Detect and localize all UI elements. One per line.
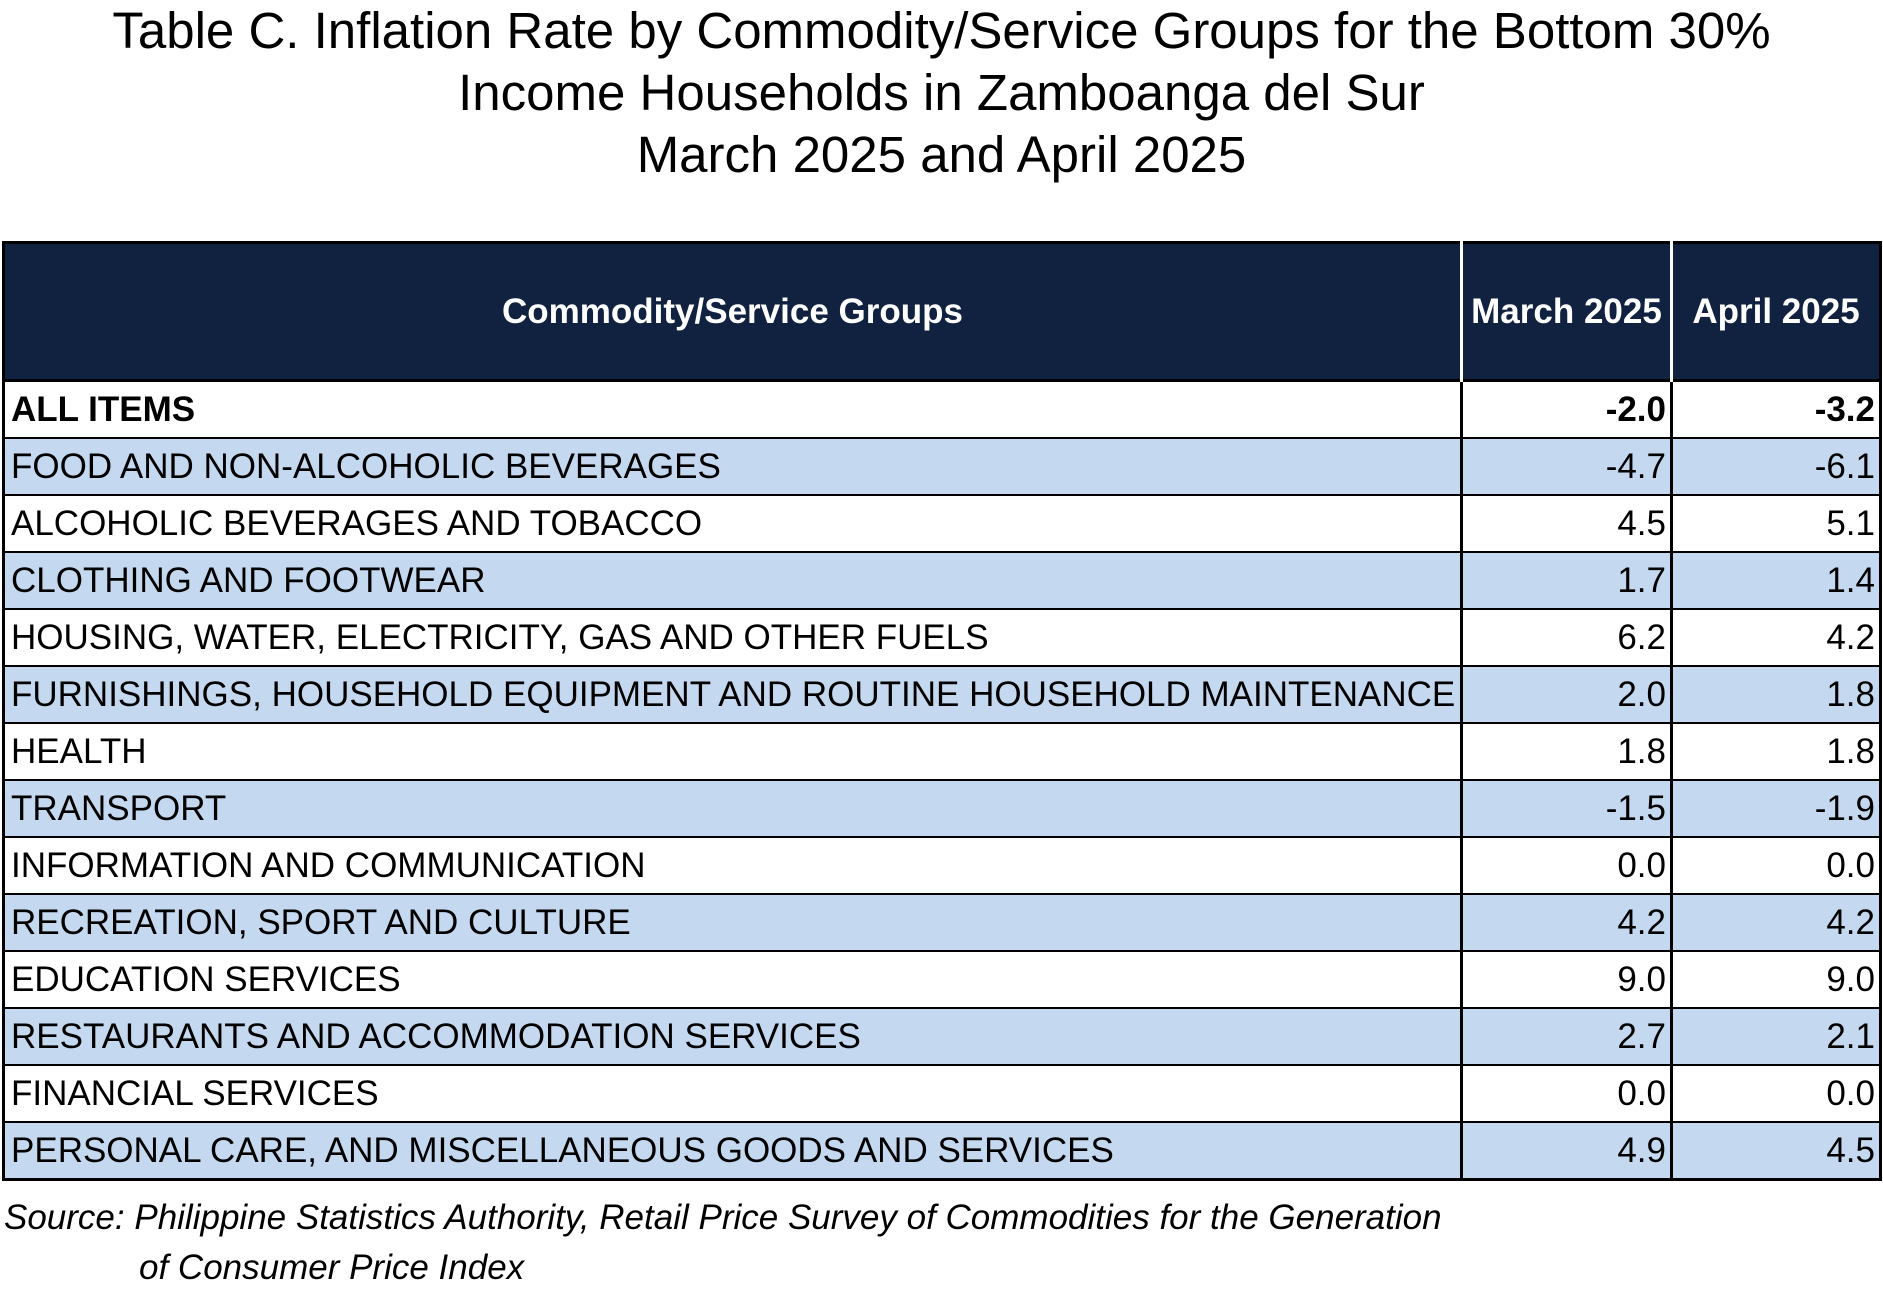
cell-april-2025: -6.1 xyxy=(1672,438,1881,495)
cell-march-2025: 1.8 xyxy=(1462,723,1672,780)
cell-march-2025: -2.0 xyxy=(1462,381,1672,439)
cell-april-2025: 1.4 xyxy=(1672,552,1881,609)
table-row xyxy=(4,723,1881,780)
cell-group: ALL ITEMS xyxy=(4,381,1462,439)
table-row xyxy=(4,666,1881,723)
inflation-table xyxy=(2,241,1882,1181)
title-line-2: Income Households in Zamboanga del Sur xyxy=(458,64,1425,121)
cell-group: ALCOHOLIC BEVERAGES AND TOBACCO xyxy=(4,495,1462,552)
cell-group: TRANSPORT xyxy=(4,780,1462,837)
title-line-1: Table C. Inflation Rate by Commodity/Service Groups for the Bottom 30% xyxy=(112,2,1771,59)
header-march-2025: March 2025 xyxy=(1462,243,1672,381)
table-row xyxy=(4,951,1881,1008)
table-row xyxy=(4,381,1881,439)
source-line-2: of Consumer Price Index xyxy=(139,1248,525,1287)
table-body xyxy=(4,381,1881,1180)
cell-group: FURNISHINGS, HOUSEHOLD EQUIPMENT AND ROUTINE HOUSEHOLD MAINTENANCE xyxy=(4,666,1462,723)
cell-march-2025: 6.2 xyxy=(1462,609,1672,666)
table-row xyxy=(4,780,1881,837)
cell-march-2025: 1.7 xyxy=(1462,552,1672,609)
cell-march-2025: 4.2 xyxy=(1462,894,1672,951)
cell-group: CLOTHING AND FOOTWEAR xyxy=(4,552,1462,609)
cell-group: HOUSING, WATER, ELECTRICITY, GAS AND OTHER FUELS xyxy=(4,609,1462,666)
cell-march-2025: 2.7 xyxy=(1462,1008,1672,1065)
table-row xyxy=(4,495,1881,552)
source-line-1: Source: Philippine Statistics Authority, Retail Price Survey of Commodities for the Generation xyxy=(4,1198,1442,1237)
cell-april-2025: 4.5 xyxy=(1672,1122,1881,1180)
table-row xyxy=(4,1065,1881,1122)
cell-group: PERSONAL CARE, AND MISCELLANEOUS GOODS AND SERVICES xyxy=(4,1122,1462,1180)
cell-april-2025: 4.2 xyxy=(1672,894,1881,951)
table-row xyxy=(4,438,1881,495)
cell-group: RECREATION, SPORT AND CULTURE xyxy=(4,894,1462,951)
cell-april-2025: 4.2 xyxy=(1672,609,1881,666)
header-april-2025: April 2025 xyxy=(1672,243,1881,381)
title-line-3: March 2025 and April 2025 xyxy=(636,126,1247,183)
cell-march-2025: -1.5 xyxy=(1462,780,1672,837)
cell-april-2025: 2.1 xyxy=(1672,1008,1881,1065)
cell-april-2025: -1.9 xyxy=(1672,780,1881,837)
cell-group: EDUCATION SERVICES xyxy=(4,951,1462,1008)
header-commodity-groups: Commodity/Service Groups xyxy=(4,243,1462,381)
cell-march-2025: 0.0 xyxy=(1462,1065,1672,1122)
cell-march-2025: 2.0 xyxy=(1462,666,1672,723)
cell-march-2025: -4.7 xyxy=(1462,438,1672,495)
cell-march-2025: 9.0 xyxy=(1462,951,1672,1008)
cell-group: RESTAURANTS AND ACCOMMODATION SERVICES xyxy=(4,1008,1462,1065)
cell-march-2025: 4.5 xyxy=(1462,495,1672,552)
source-note xyxy=(4,1193,1442,1293)
header-row xyxy=(4,243,1881,381)
cell-april-2025: 0.0 xyxy=(1672,1065,1881,1122)
table-row xyxy=(4,552,1881,609)
cell-april-2025: 1.8 xyxy=(1672,723,1881,780)
cell-april-2025: 5.1 xyxy=(1672,495,1881,552)
table-row xyxy=(4,1122,1881,1180)
cell-march-2025: 4.9 xyxy=(1462,1122,1672,1180)
table-row xyxy=(4,1008,1881,1065)
cell-group: FOOD AND NON-ALCOHOLIC BEVERAGES xyxy=(4,438,1462,495)
cell-april-2025: 1.8 xyxy=(1672,666,1881,723)
table-row xyxy=(4,609,1881,666)
cell-march-2025: 0.0 xyxy=(1462,837,1672,894)
cell-group: INFORMATION AND COMMUNICATION xyxy=(4,837,1462,894)
cell-group: HEALTH xyxy=(4,723,1462,780)
cell-april-2025: -3.2 xyxy=(1672,381,1881,439)
table-row xyxy=(4,837,1881,894)
cell-april-2025: 0.0 xyxy=(1672,837,1881,894)
table-title xyxy=(0,0,1883,186)
table-row xyxy=(4,894,1881,951)
cell-april-2025: 9.0 xyxy=(1672,951,1881,1008)
cell-group: FINANCIAL SERVICES xyxy=(4,1065,1462,1122)
